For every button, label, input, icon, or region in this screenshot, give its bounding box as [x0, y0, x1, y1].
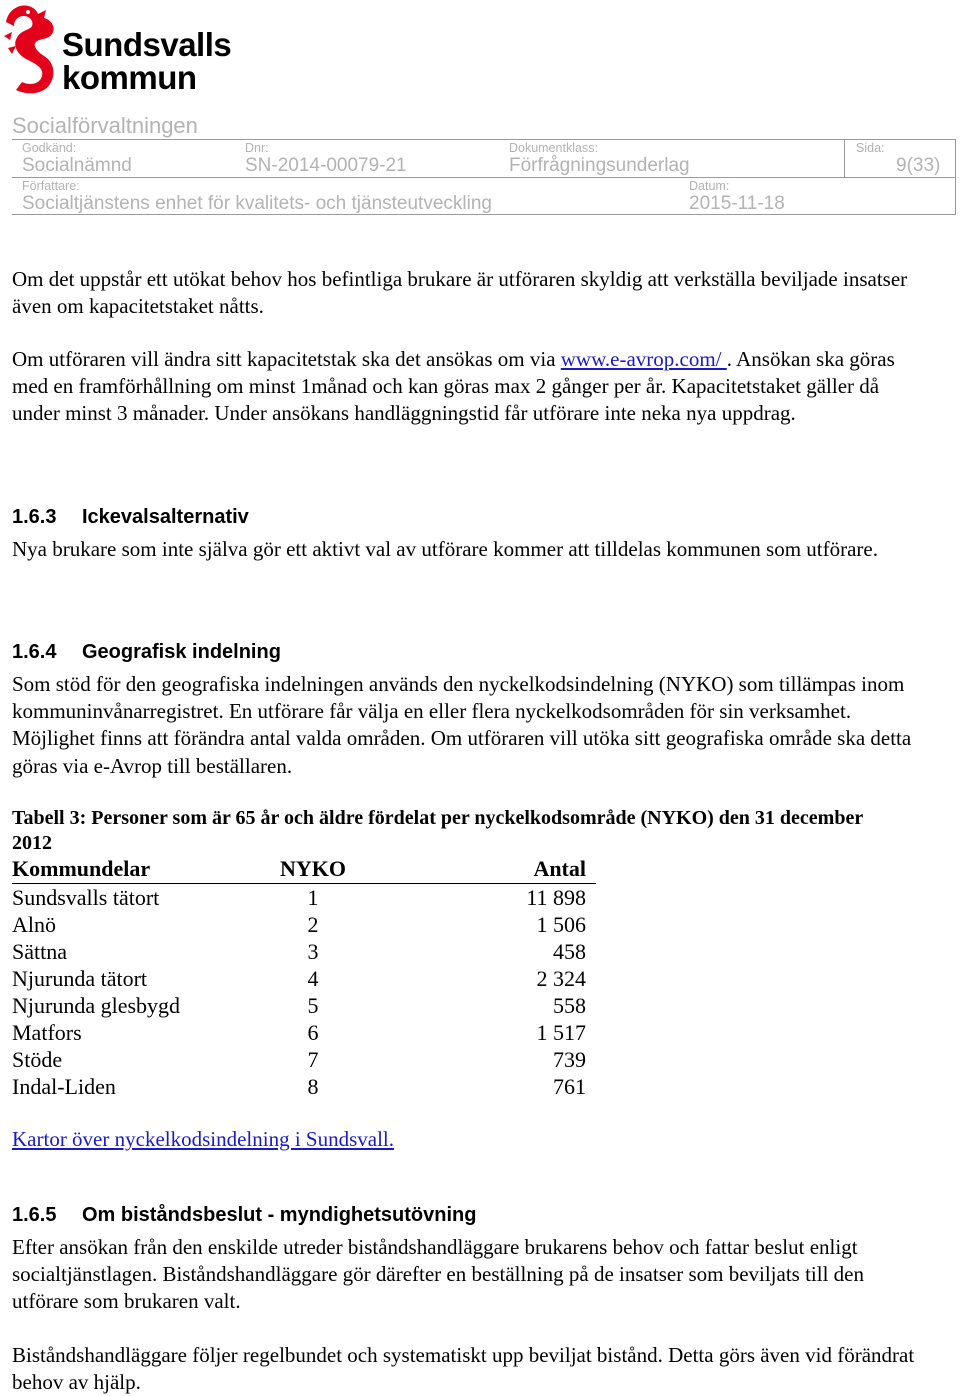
cell-nyko: 4 [307, 966, 319, 991]
cell-nyko: 6 [307, 1020, 319, 1045]
cell-nyko: 5 [307, 993, 319, 1018]
cell-antal: 1 517 [536, 1020, 586, 1045]
cell-kommundel: Alnö [12, 912, 56, 937]
logo-text-line2: kommun [62, 59, 197, 96]
cell-kommundel: Sundsvalls tätort [12, 885, 160, 910]
cell-nyko: 1 [307, 885, 319, 910]
nyko-table [12, 855, 596, 1100]
section-number: 1.6.3 [12, 506, 57, 528]
dokumentklass-value: Förfrågningsunderlag [509, 155, 690, 176]
organisation-name: Socialförvaltningen [12, 113, 198, 138]
dnr-label: Dnr: [245, 141, 269, 155]
cell-kommundel: Stöde [12, 1047, 63, 1072]
cell-antal: 1 506 [536, 912, 586, 937]
table-row [12, 911, 596, 938]
header-divider-top [12, 139, 956, 140]
paragraph-capacity-change-text: Om utföraren vill ändra sitt kapacitetstak ska det ansökas om via [12, 347, 561, 371]
cell-antal: 11 898 [526, 885, 586, 910]
map-link-line [12, 1126, 932, 1153]
datum-label: Datum: [689, 179, 730, 193]
cell-nyko: 2 [307, 912, 319, 937]
header-divider-vertical [844, 139, 845, 177]
cell-kommundel: Njurunda tätort [12, 966, 148, 991]
section-heading-1-6-3 [12, 506, 249, 529]
table-row [12, 1073, 596, 1100]
cell-kommundel: Matfors [12, 1020, 82, 1045]
table-row [12, 938, 596, 965]
cell-antal: 558 [553, 993, 586, 1018]
column-header-kommundelar: Kommundelar [12, 855, 278, 884]
table-caption: Tabell 3: Personer som är 65 år och äldre fördelat per nyckelkodsområde (NYKO) den 31 december 2012 [12, 807, 863, 854]
header-divider-middle [12, 177, 956, 178]
table-row [12, 965, 596, 992]
cell-antal: 458 [553, 939, 586, 964]
dnr-value: SN-2014-00079-21 [245, 155, 407, 176]
cell-kommundel: Njurunda glesbygd [12, 993, 181, 1018]
column-header-nyko: NYKO [278, 855, 348, 884]
section-title: Om biståndsbeslut - myndighetsutövning [82, 1204, 477, 1226]
table-row [12, 992, 596, 1019]
paragraph-geografisk-indelning: Som stöd för den geografiska indelningen används den nyckelkodsindelning (NYKO) som tillämpas inom kommuninvånarregistret. En utförare får välja en eller flera nyckelkodsområden för sin verksamhet. Möjlighet finns att förändra antal valda områden. Om utföraren vill utöka sitt geografiska område ska detta göras via e-Avrop till beställaren. [12, 672, 912, 778]
paragraph-ickevalsalternativ: Nya brukare som inte själva gör ett aktivt val av utförare kommer att tilldelas kommunen som utförare. [12, 537, 878, 561]
cell-antal: 761 [553, 1074, 586, 1099]
godkand-value: Socialnämnd [22, 155, 132, 176]
e-avrop-link[interactable]: www.e-avrop.com/ [560, 347, 727, 371]
map-link[interactable]: Kartor över nyckelkodsindelning i Sundsvall. [12, 1127, 395, 1151]
paragraph-uppfoljning: Biståndshandläggare följer regelbundet och systematiskt upp beviljat bistånd. Detta görs även vid förändrat behov av hjälp. [12, 1343, 915, 1395]
logo-text-line1: Sundsvalls [62, 26, 232, 63]
cell-antal: 2 324 [536, 966, 586, 991]
section-number: 1.6.5 [12, 1204, 57, 1226]
table-row [12, 884, 596, 912]
datum-value: 2015-11-18 [689, 193, 785, 214]
section-heading-1-6-4 [12, 641, 281, 664]
forfattare-label: Författare: [22, 179, 80, 193]
forfattare-value: Socialtjänstens enhet för kvalitets- och tjänsteutveckling [22, 193, 492, 214]
cell-nyko: 3 [307, 939, 319, 964]
paragraph-capacity-change-rest: . Ansökan ska göras med en framförhållning om minst 1månad och kan göras max 2 gånger per år. Kapacitetstaket gäller då under minst 3 månader. Under ansökans handläggningstid får utförare inte neka nya uppdrag. [12, 347, 895, 426]
section-title: Ickevalsalternativ [82, 506, 249, 528]
paragraph-bistandsbeslut: Efter ansökan från den enskilde utreder biståndshandläggare brukarens behov och fattar beslut enligt socialtjänstlagen. Biståndshandläggare gör därefter en beställning på de insatser som beviljats till den utförare som brukaren valt. [12, 1235, 865, 1314]
header-divider-right [955, 139, 956, 215]
dokumentklass-label: Dokumentklass: [509, 141, 598, 155]
column-header-antal: Antal [348, 855, 596, 884]
sida-label: Sida: [856, 141, 885, 155]
paragraph-capacity-exceeded: Om det uppstår ett utökat behov hos befintliga brukare är utföraren skyldig att verkställa beviljade insatser även om kapacitetstaket nåtts. [12, 267, 908, 319]
cell-kommundel: Sättna [12, 939, 67, 964]
godkand-label: Godkänd: [22, 141, 77, 155]
sida-value: 9(33) [896, 155, 941, 176]
table-row [12, 1019, 596, 1046]
cell-kommundel: Indal-Liden [12, 1074, 116, 1099]
sundsvall-logo-icon [2, 2, 58, 96]
table-row [12, 1046, 596, 1073]
section-number: 1.6.4 [12, 641, 57, 663]
section-title: Geografisk indelning [82, 641, 281, 663]
section-heading-1-6-5 [12, 1204, 476, 1227]
cell-nyko: 7 [307, 1047, 319, 1072]
cell-nyko: 8 [307, 1074, 319, 1099]
paragraph-capacity-change [12, 346, 932, 428]
table-header-row [12, 855, 596, 884]
cell-antal: 739 [553, 1047, 586, 1072]
